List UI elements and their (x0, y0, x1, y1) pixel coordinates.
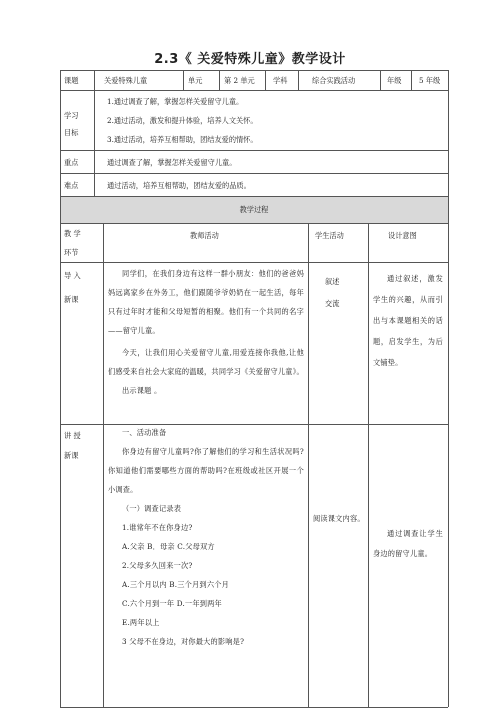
objectives-label-2: 目标 (64, 128, 79, 137)
lecture-student: 阅读课文内容。 (313, 514, 365, 523)
process-title: 教学过程 (239, 205, 269, 214)
lecture-teacher-text (108, 423, 304, 651)
grade-value: 5 年级 (419, 76, 441, 85)
col-teacher: 教师活动 (190, 231, 219, 240)
intro-student-1: 叙述 (325, 277, 340, 286)
lecture-line: C.六个月到一年 D.一年到两年 (122, 599, 222, 608)
lecture-line: 一、活动准备 (122, 428, 167, 437)
lecture-stage-1: 讲 授 (64, 431, 81, 440)
intro-teacher-p1: 同学们，在我们身边有这样一群小朋友：他们的爸爸妈妈远离家乡在外务工，他们跟随爷爷奶奶在一起生活，每年只有过年时才能和父母短暂的相聚。他们有一个共同的名字——留守儿童。 (108, 269, 304, 335)
subject-label: 学科 (273, 76, 288, 85)
intro-stage-1: 导 入 (64, 271, 81, 280)
unit-label: 单元 (188, 76, 203, 85)
unit-value: 第 2 单元 (224, 76, 255, 85)
objective-item: 2.通过活动，激发和提升体验，培养人文关怀。 (107, 116, 258, 125)
key-point-value: 通过调查了解，掌握怎样关爱留守儿童。 (107, 158, 237, 167)
subject-value: 综合实践活动 (312, 76, 356, 85)
objectives-label-1: 学习 (64, 111, 79, 120)
grade-label: 年级 (387, 76, 402, 85)
col-stage-1: 教 学 (64, 229, 81, 238)
intro-student-2: 交流 (325, 299, 340, 308)
difficulty-value: 通过活动，培养互相帮助，团结友爱的品质。 (107, 181, 251, 190)
lecture-line: （一）调查记录表 (122, 504, 182, 513)
lecture-line: 你身边有留守儿童吗?你了解他们的学习和生活状况吗?你知道他们需要哪些方面的帮助吗?在班级或社区开展一个小调查。 (108, 447, 304, 494)
col-intent: 设计意图 (388, 231, 417, 240)
course-value: 关爱特殊儿童 (104, 76, 148, 85)
col-stage-2: 环节 (64, 248, 79, 257)
intro-stage-2: 新课 (64, 295, 79, 304)
objective-item: 1.通过调查了解，掌握怎样关爱留守儿童。 (107, 97, 244, 106)
lecture-intent: 通过调查让学生身边的留守儿童。 (373, 529, 443, 558)
intro-teacher-p3: 出示课题 。 (122, 386, 162, 395)
course-label: 课题 (64, 76, 79, 85)
lecture-stage-2: 新课 (64, 451, 79, 460)
lecture-line: 1.谁常年不在你身边? (122, 523, 193, 532)
page-title: 2.3《 关爱特殊儿童》教学设计 (154, 52, 346, 67)
lecture-line: A.三个月以内 B.三个月到六个月 (122, 580, 229, 589)
col-student: 学生活动 (315, 231, 344, 240)
objective-item: 3.通过活动，培养互相帮助，团结友爱的情怀。 (107, 135, 258, 144)
lecture-line: 2.父母多久回来一次? (122, 561, 193, 570)
key-point-label: 重点 (64, 158, 79, 167)
intro-intent: 通过叙述，激发学生的兴趣，从而引出与本课题相关的话题，启发学生，为后文铺垫。 (373, 274, 443, 367)
intro-teacher-text (108, 264, 304, 400)
intro-teacher-p2: 今天，让我们用心关爱留守儿童,用爱连接你我他,让他们感受来自社会大家庭的温暖，共同学习《关爱留守儿童》。 (108, 348, 304, 376)
lecture-line: A.父亲 B．母亲 C.父母双方 (122, 542, 215, 551)
lecture-line: 3 父母不在身边，对你最大的影响是? (122, 637, 245, 646)
difficulty-label: 难点 (64, 181, 79, 190)
lecture-line: E.两年以上 (122, 618, 160, 627)
